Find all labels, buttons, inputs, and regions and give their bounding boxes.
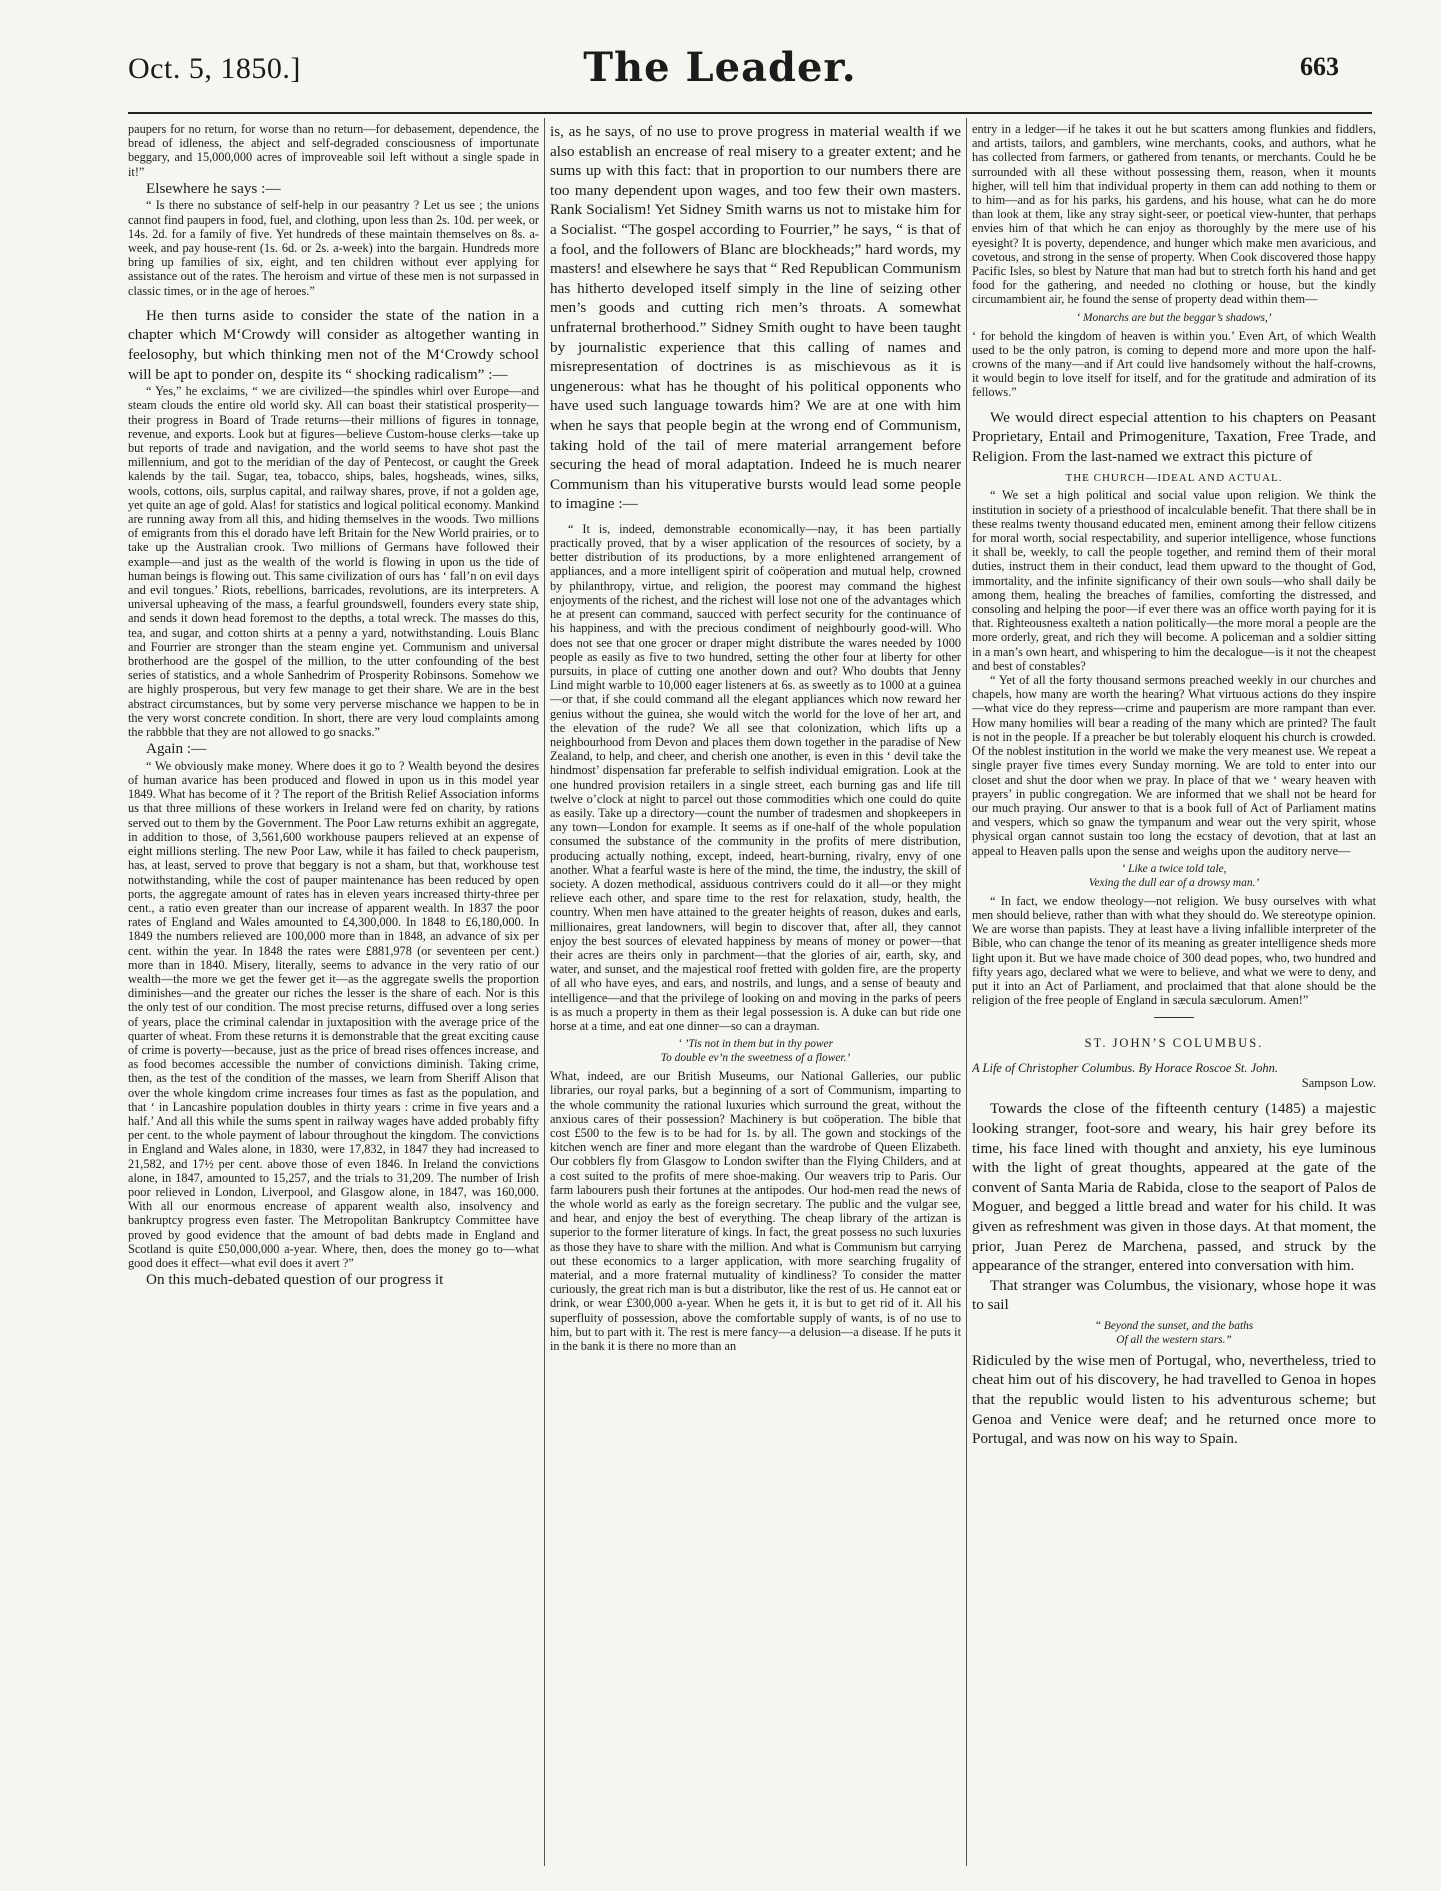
quote-paragraph: entry in a ledger—if he takes it out he but scatters among flunkies and fiddlers, and artists, tailors, and gamblers, wine merchants, cooks, and authors, what he has collected from farmers, or gathered from tenants, or merchants. Could he be surrounded with all these without possessing them, reason, when it mounts higher, will tell him that individual property in them can add nothing to them or to him—and as for his parks, his gardens, and his house, what can he do more than look at them, like any stray sight-seer, or poetical view-hunter, that perhaps envies him of that which he can enjoy as thoroughly by the mere use of his eyesight? It is poverty, dependence, and hunger which make men avaricious, and covetous, and strong in the sense of property. When Cook discovered those happy Pacific Isles, so blest by Nature that man had but to stretch forth his hand and get food for the gathering, and needed no clothing or house, but the kindly circumambient air, he found the sense of property dead within them— — [972, 122, 1376, 307]
quote-paragraph: paupers for no return, for worse than no return—for debasement, dependence, the bread of idleness, the abject and self-degraded consciousness of importunate beggary, and 15,000,000 acres of improveable soil left without a single spade in it!” — [128, 122, 539, 179]
header-rule — [128, 112, 1372, 114]
body-paragraph: On this much-debated question of our progress it — [146, 1271, 444, 1289]
masthead-title: The Leader. — [583, 44, 857, 91]
verse-line: Vexing the dull ear of a drowsy man.’ — [1088, 876, 1260, 889]
quote-paragraph: ‘ for behold the kingdom of heaven is within you.’ Even Art, of which Wealth used to be the only patron, is coming to depend more and more upon the half-crowns of the many—and if Art could live handsomely without the half-crowns, it would begin to love itself for itself, and for the gratitude and admiration of its fellows.” — [972, 328, 1376, 400]
quote-paragraph: “ In fact, we endow theology—not religion. We busy ourselves with what men should believe, rather than with what they should do. We stereotype opinion. We are worse than papists. They at least have a living infallible interpreter of the Bible, who can change the tenor of its meaning as greater intelligence sheds more light upon it. But we have made choice of 300 dead popes, who, two hundred and fifty years ago, declared what we were to believe, and what we were to deny, and put it into an Act of Parliament, and proclaimed that that alone should be the religion of the free people of England in sæcula sæculorum. Amen!” — [972, 893, 1376, 1008]
book-title: A Life of Christopher Columbus. By Horace Roscoe St. John. — [972, 1061, 1278, 1076]
quote-paragraph: “ Yes,” he exclaims, “ we are civilized—the spindles whirl over Europe—and steam clouds the entire old world sky. All can boast their statistical prosperity—their progress in Board of Trade returns—their millions of figures in tonnage, revenue, and exports. Look but at figures—believe Custom-house clerks—take up but reports of trade and navigation, and the world seems to have shot past the millennium, and got to the meridian of the day of Pentecost, or caught the Greek kalends by the tail. Sugar, tea, tobacco, ships, bales, hogsheads, wines, silks, wools, cottons, oils, surplus capital, and railway shares, prove, if not a golden age, yet quite an age of gold. Alas! for statistics and logical political economy. Mankind are running away from all this, and hiding themselves in the woods. Two millions of emigrants from this el dorado have left Britain for the New World prairies, or to take up the Australian crook. Two millions of Germans have followed their example—and just as the wealth of the world is flowing in upon us the tide of human beings is flowing out. This same civilization of ours has ‘ fall’n on evil days and evil tongues.’ Riots, rebellions, barricades, revolutions, are its interpreters. A universal upheaving of the mass, a fearful groundswell, founders every state ship, and sends it down head foremost to the depths, a total wreck. The masses do this, tea, and sugar, and cotton shirts at a penny a yard, notwithstanding. Louis Blanc and Fourrier are stronger than the steam engine yet. Communism and universal brotherhood are the gospel of the million, to the utter confounding of the best series of statistics, and a whole Sanhedrim of Prosperity Robinsons. Somehow we are highly prosperous, but very few manage to get their share. We are in the best abstract circumstances, but by some very perverse mischance we happen to be in the very worst concrete condition. In short, there are very loud complaints among the rabbble that they are not allowed to go snacks.” — [128, 384, 539, 740]
column-1 — [128, 122, 539, 1867]
body-paragraph: We would direct especial attention to his chapters on Peasant Proprietary, Entail and Primogeniture, Taxation, Free Trade, and Religion. From the last-named we extract this picture of — [972, 408, 1376, 465]
column-2 — [550, 122, 961, 1867]
body-paragraph: He then turns aside to consider the state of the nation in a chapter which M‘Crowdy will consider as altogether wanting in feelosophy, but which thinking men not of the M‘Crowdy school will be apt to ponder on, despite its “ shocking radicalism” :— — [128, 306, 539, 383]
book-byline — [972, 1061, 1376, 1091]
column-3 — [972, 122, 1376, 1867]
verse-line: “ Beyond the sunset, and the baths — [1094, 1319, 1254, 1332]
column-rule — [544, 118, 545, 1866]
body-paragraph: Ridiculed by the wise men of Portugal, who, nevertheless, tried to cheat him out of his discovery, he had travelled to Genoa in hopes that the republic would listen to his adventurous scheme; but Genoa and Venice were deaf; and he returned once more to Portugal, and was now on his way to Spain. — [972, 1351, 1376, 1448]
section-subheading: THE CHURCH—IDEAL AND ACTUAL. — [1065, 472, 1283, 485]
verse-line: Of all the western stars.” — [1116, 1333, 1232, 1346]
review-heading: ST. JOHN’S COLUMBUS. — [1084, 1036, 1264, 1051]
page-number: 663 — [1300, 52, 1339, 81]
quote-paragraph: “ It is, indeed, demonstrable economically—nay, it has been partially practically proved, that by a wiser application of the resources of society, by a better distribution of its productions, by a more enlightened arrangement of appliances, and a more intelligent spirit of coöperation and mutual help, crowned by philanthropy, virtue, and religion, the poorest may command the highest enjoyments of the richest, and the richest will lose not one of the advantages which he at present can command, saucced with perfect security for the continuance of his happiness, and with the precious condiment of neighbourly good-will. Who does not see that one grocer or draper might distribute the wares needed by 1000 people as easily as five to two hundred, setting the other four at liberty for other pursuits, in place of cutting one another down and out? Who doubts that Jenny Lind might warble to 10,000 eager listeners at 6s. as sweetly as to 1000 at a guinea—or that, if she could command all the elegant appliances which now reward her genius without the guinea, she would witch the world for the love of her art, and the elevation of the rude? We all see that colonization, which lifts up a neighbourhood from Devon and places them down together in the paradise of New Zealand, to help, and cheer, and cherish one another, is even in this ‘ devil take the hindmost’ dispensation far preferable to selfish individual emigration. Look at the one hundred provision retailers in a single street, each burning gas and life till twelve o’clock at night to parcel out those commodities which one could do quite as easily. Take up a directory—count the number of tradesmen and shopkeepers in any town—London for example. It seems as if one-half of the whole population consumed the substance of the community in the profits of mere distribution, producing actually nothing, except, indeed, heart-burning, rivalry, envy of one another. What a fearful waste is here of the mind, the time, the industry, the skill of society. A dozen methodical, assiduous contrivers could do it all—or they might relieve each other, and spare time to the rest for relaxation, study, health, the country. When men have attained to the greater heights of reason, dukes and earls, millionaires, great landowners, will begin to discover that, after all, they cannot enjoy the best sources of elevated happiness by means of money or power—that their acres are theirs only in parchment—that the glories of air, earth, sky, and water, and sunset, and the majestical roof fretted with golden fire, are the property of all who have eyes, and ears, and nostrils, and lungs, and a sense of beauty and intelligence—and that the privilege of looking on and moving in the parks of peers is as much a property in them as their legal possession is. A duke can but ride one horse at a time, and eat one dinner—so can a drayman. — [550, 521, 961, 1033]
quote-paragraph: What, indeed, are our British Museums, our National Galleries, our public libraries, our royal parks, but a beginning of a sort of Communism, imparting to the whole community the rational luxuries which surround the great, without the anxious cares of their possession? Machinery is but coöperation. The bible that cost £500 to the few is to be had for 1s. by all. The gown and stockings of the kitchen wench are finer and more elegant than the wardrobe of Queen Elizabeth. Our cobblers fly from Glasgow to London swifter than the Flying Childers, and at a cost suited to the profits of mere shoe-making. Our weavers trip to Paris. Our farm labourers push their fortunes at the antipodes. Our hod-men read the news of the whole world as early as the foreign secretary. The public and the vulgar see, and hear, and enjoy the best of everything. The cheap library of the artizan is superior to the former literature of kings. In fact, the great possess no such luxuries as those they have to share with the million. And what is Communism but carrying out these economics to a larger application, with more searching frugality of material, and a more fraternal mutuality of kindliness? To consider the matter curiously, the great rich man is but a distributor, like the rest of us. He cannot eat or drink, or wear £300,000 a-year. When he gets it, it is but to get rid of it. All his superfluity of possession, above the comfortable supply of wants, is of no use to him, but to part with it. The rest is mere fancy—a delusion—a disease. If he puts it in the bank it is there no more than an — [550, 1069, 961, 1354]
body-paragraph: Elsewhere he says :— — [146, 179, 281, 197]
quote-paragraph: “ We obviously make money. Where does it go to ? Wealth beyond the desires of human avarice has been produced and flowed in upon us in this model year 1849. What has become of it ? The report of the British Relief Association informs us that three millions of these workers in Ireland were fed on charity, by rations served out to them by the Government. The Poor Law returns exhibit an aggregate, in addition to those, of 3,561,600 workhouse paupers relieved at an expense of eight millions sterling. The new Poor Law, while it has failed to check pauperism, has, at least, served to prove that beggary is not a sham, but that, workhouse test notwithstanding, while the cost of pauper maintenance has been reduced by open ports, the aggregate amount of rates has in eleven years increased thirty-three per cent., a ratio even greater than our increase of apparent wealth. In 1837 the poor rates of England and Wales amounted to £4,300,000. In 1848 to £6,180,000. In 1849 the numbers relieved are 100,000 more than in 1848, an advance of six per cent. within the year. In 1848 the rates were £881,978 (or seventeen per cent.) more than in 1840. Misery, literally, seems to advance in the very ratio of our wealth—the more we get the fewer get it—as the aggregate swells the proportion diminishes—and the greater our riches the lesser is the share of each. Nor is this the only test of our condition. The most precise returns, diffused over a long series of years, place the criminal calendar in juxtaposition with the average price of the quarter of wheat. From these returns it is demonstrable that the great exciting cause of crime is poverty—because, just as the price of bread rises offences increase, and as food becomes accessible the number of convictions diminish. Taking crime, then, as the test of the condition of the masses, we learn from Sheriff Alison that over the whole kingdom crime increases four times as fast as the population, and that ‘ in Lancashire population doubles in thirty years : crime in five years and a half.’ And all this while the sums spent in railway wages have added probably fifty per cent. to the whole payment of labour throughout the kingdom. The convictions in England and Wales alone, in 1830, were 17,832, in 1847 they had increased to 21,582, and 17½ per cent. above those of even 1846. In Ireland the convictions alone, in 1847, amounted to 15,257, and the trials to 31,209. The number of Irish poor relieved in London, Liverpool, and Glasgow alone, in 1847, was 160,000. With all our enormous encrease of apparent wealth also, insolvency and bankruptcy progress even faster. The Metropolitan Bankruptcy Committee have proved by good evidence that the amount of bad debts made in England and Scotland is quite £50,000,000 a-year. Where, then, does the money go to—what good does it effect—what evil does it avert ?” — [128, 758, 539, 1270]
body-paragraph: is, as he says, of no use to prove progress in material wealth if we also establish an encrease of real misery to a greater extent; and he sums up with this fact: that in proportion to our numbers there are too many dependent upon wages, and too few their own masters. Rank Socialism! Yet Sidney Smith warns us not to mistake him for a Socialist. “The gospel according to Fourrier,” he says, “ is that of a fool, and the followers of Blanc are blockheads;” hard words, my masters! and elsewhere he says that “ Red Republican Communism has hitherto developed itself simply in the line of seizing other men’s goods and cutting rich men’s throats. A somewhat unfraternal brotherhood.” Sidney Smith ought to have been taught by journalistic experience that this calling of names and misrepresentation of doctrines is as mischievous as it is ungenerous: what has he thought of his political opponents who have used such language towards him? We are at one with him when he says that people begin at the wrong end of Communism, taking hold of the tail of mere material arrangement before securing the head of moral adaptation. Indeed he is much nearer Communism than his vituperative bursts would lead some people to imagine :— — [550, 123, 961, 513]
column-rule — [966, 118, 967, 1866]
quote-paragraph: “ Is there no substance of self-help in our peasantry ? Let us see ; the unions cannot find paupers in food, fuel, and clothing, upon less than 2s. 10d. per week, or 14s. 2d. for a family of five. Yet hundreds of these maintain themselves on 8s. a-week, and pay house-rent (1s. 6d. or 2s. a-week) into the bargain. Hundreds more bring up families of six, eight, and ten children without ever applying for assistance out of the rates. The heroism and virtue of these men is not surpassed in classic times, or in the age of heroes.” — [128, 198, 539, 298]
verse-line: ‘ Like a twice told tale, — [1121, 862, 1227, 875]
section-divider — [1154, 1017, 1194, 1018]
body-paragraph: That stranger was Columbus, the visionary, whose hope it was to sail — [972, 1276, 1376, 1314]
body-paragraph: Towards the close of the fifteenth century (1485) a majestic looking stranger, foot-sore and weary, his hair grey before its time, his face lined with thought and anxiety, his eye luminous with the light of great thoughts, appeared at the gate of the convent of Santa Maria de Rabida, close to the seaport of Palos de Moguer, and begged a little bread and water for his child. It was given as refreshment was given in those days. At that moment, the prior, Juan Perez de Marchena, passed, and struck by the appearance of the stranger, entered into conversation with him. — [972, 1100, 1376, 1275]
quote-paragraph: “ Yet of all the forty thousand sermons preached weekly in our churches and chapels, how many are worth the hearing? What virtuous actions do they inspire—what vice do they repress—crime and pauperism are more rampant than ever. How many homilies will bear a reading of the many which are printed? The fault is not in the people. If a preacher be but tolerably eloquent his church is crowded. Of the noblest institution in the world we make the very meanest use. We repeat a single prayer five times every Sunday morning. We are told to enter into our closet and shut the door when we pray. In place of that we ‘ weary heaven with prayers’ in public congregation. We are informed that we shall not be heard for our much praying. Our answer to that is a book full of Act of Parliament matins and vespers, which so gnaw the tympanum and wear out the very spirit, whose physical organ cannot sustain too long the ecstacy of devotion, that at last an appeal to Heaven palls upon the sense and weighs upon the auditory nerve— — [972, 673, 1376, 858]
publisher: Sampson Low. — [1301, 1076, 1376, 1091]
verse-line: To double ev’n the sweetness of a flower.’ — [660, 1052, 851, 1065]
issue-date: Oct. 5, 1850.] — [128, 52, 301, 85]
quote-paragraph: “ We set a high political and social value upon religion. We think the institution in society of a priesthood of incalculable benefit. That there shall be in these realms twenty thousand educated men, eminent among their fellow citizens for moral worth, social respectability, and superior intelligence, whose functions it shall be, weekly, to call the people together, and remind them of their moral duties, instruct them in their conduct, lead them upward to the thought of God, immortality, and the infinite significancy of their own souls—who shall daily be among them, healing the breaches of families, comforting the distressed, and consoling and helping the poor—if ever there was an office worth paying for it is that. Righteousness exalteth a nation politically—the more moral a people are the more orderly, great, and rich they will become. A policeman and a soldier sitting in a man’s own heart, and whispering to him the decalogue—is it not the cheapest and best of constables? — [972, 488, 1376, 673]
verse-line: ‘ ’Tis not in them but in thy power — [677, 1038, 834, 1051]
verse-line: ‘ Monarchs are but the beggar’s shadows,’ — [1076, 311, 1272, 324]
body-paragraph: Again :— — [146, 740, 207, 758]
